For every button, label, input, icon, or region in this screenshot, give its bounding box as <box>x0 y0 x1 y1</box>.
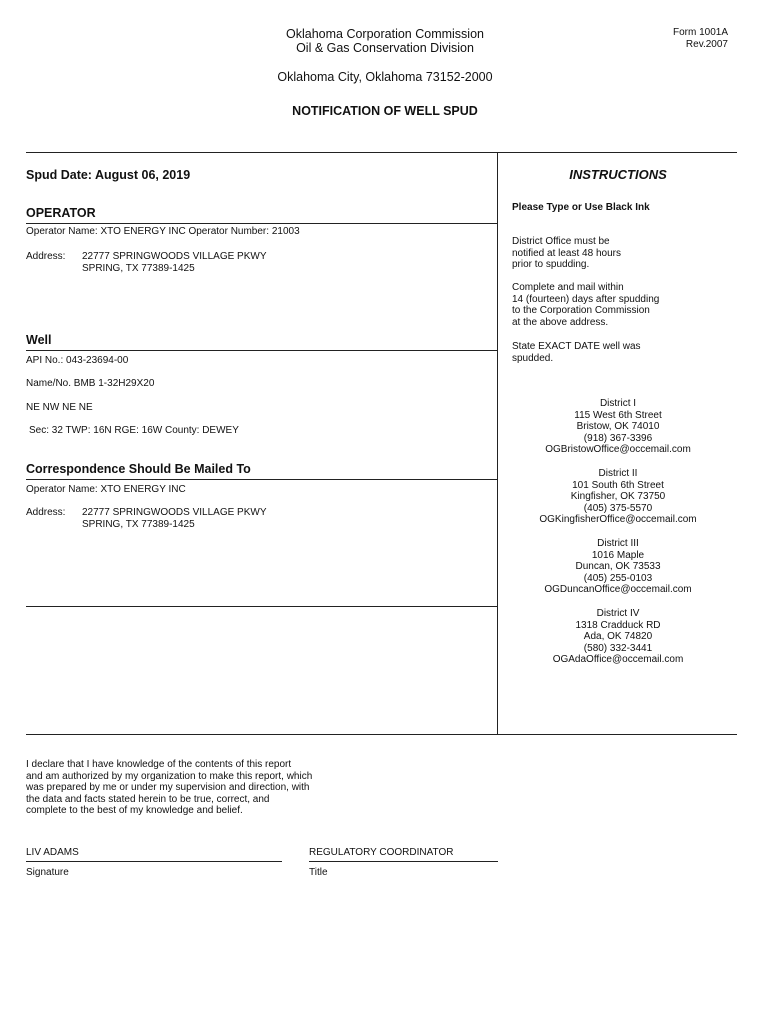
declaration-line: the data and facts stated herein to be true, correct, and <box>26 793 270 805</box>
well-heading: Well <box>26 333 52 347</box>
operator-address-label: Address: <box>26 251 66 262</box>
district-name: District I <box>599 398 637 409</box>
api-number: API No.: 043-23694-00 <box>26 355 129 366</box>
instruction-line: 14 (fourteen) days after spudding <box>512 293 660 305</box>
bottom-rule <box>26 734 737 735</box>
declaration-line: complete to the best of my knowledge and belief. <box>26 805 243 817</box>
agency-name: Oklahoma Corporation Commission <box>286 27 484 41</box>
signature-line <box>26 861 282 862</box>
declaration-statement <box>26 759 312 817</box>
section-end-rule <box>26 606 497 607</box>
well-name-number: Name/No. BMB 1-32H29X20 <box>26 378 155 389</box>
correspondence-heading: Correspondence Should Be Mailed To <box>26 462 251 476</box>
title-line <box>309 861 498 862</box>
district-phone: (580) 332-3441 <box>583 642 653 654</box>
form-number: Form 1001A <box>672 27 728 38</box>
instruction-line: State EXACT DATE well was <box>512 341 641 352</box>
operator-name-line: Operator Name: XTO ENERGY INC Operator Number: 21003 <box>26 226 300 237</box>
form-title: NOTIFICATION OF WELL SPUD <box>292 104 478 118</box>
division-name: Oil & Gas Conservation Division <box>296 41 474 55</box>
district-1-block <box>498 398 738 456</box>
top-rule <box>26 152 737 153</box>
instruction-notify <box>512 236 712 271</box>
form-id <box>673 27 728 51</box>
district-phone: (405) 375-5570 <box>583 502 653 514</box>
form-revision: Rev.2007 <box>685 39 728 50</box>
operator-rule <box>26 223 497 224</box>
district-city: Bristow, OK 74010 <box>576 421 660 433</box>
instruction-line: at the above address. <box>512 316 609 328</box>
district-street: 101 South 6th Street <box>572 479 664 491</box>
district-name: District II <box>598 468 638 479</box>
spud-date: Spud Date: August 06, 2019 <box>26 168 191 182</box>
district-phone: (405) 255-0103 <box>583 572 653 584</box>
correspondence-address-line1: 22777 SPRINGWOODS VILLAGE PKWY <box>82 507 267 518</box>
district-city: Ada, OK 74820 <box>583 631 653 643</box>
correspondence-rule <box>26 479 497 480</box>
well-location: Sec: 32 TWP: 16N RGE: 16W County: DEWEY <box>29 425 239 436</box>
district-street: 1016 Maple <box>591 549 645 561</box>
district-email: OGKingfisherOffice@occemail.com <box>539 514 697 526</box>
district-street: 115 West 6th Street <box>574 409 662 421</box>
instruction-line: spudded. <box>512 352 554 364</box>
correspondence-address-label: Address: <box>26 507 66 518</box>
district-name: District III <box>597 538 639 549</box>
declaration-line: was prepared by me or under my supervision and direction, with <box>26 782 310 794</box>
operator-address-line2: SPRING, TX 77389-1425 <box>82 263 195 274</box>
district-phone: (918) 367-3396 <box>583 432 653 444</box>
district-3-block <box>498 538 738 596</box>
instruction-mail <box>512 282 712 328</box>
district-name: District IV <box>596 608 640 619</box>
instruction-line: to the Corporation Commission <box>512 305 650 317</box>
correspondence-address-line2: SPRING, TX 77389-1425 <box>82 519 195 530</box>
district-2-block <box>498 468 738 526</box>
well-rule <box>26 350 497 351</box>
ink-instruction: Please Type or Use Black Ink <box>512 202 650 213</box>
district-email: OGAdaOffice@occemail.com <box>552 654 684 666</box>
district-street: 1318 Cradduck RD <box>575 619 661 631</box>
district-4-block <box>498 608 738 666</box>
operator-address-line1: 22777 SPRINGWOODS VILLAGE PKWY <box>82 251 267 262</box>
correspondence-name-line: Operator Name: XTO ENERGY INC <box>26 484 186 495</box>
instruction-line: notified at least 48 hours <box>512 247 621 259</box>
district-email: OGBristowOffice@occemail.com <box>545 444 691 456</box>
district-city: Duncan, OK 73533 <box>575 561 661 573</box>
well-quarters: NE NW NE NE <box>26 402 93 413</box>
district-email: OGDuncanOffice@occemail.com <box>544 584 692 596</box>
agency-city: Oklahoma City, Oklahoma 73152-2000 <box>277 70 493 84</box>
declaration-line: I declare that I have knowledge of the contents of this report <box>26 759 292 770</box>
title-label: Title <box>309 867 328 878</box>
signature-name: LIV ADAMS <box>26 847 79 858</box>
instruction-date <box>512 341 712 364</box>
operator-heading: OPERATOR <box>26 206 96 220</box>
declaration-line: and am authorized by my organization to make this report, which <box>26 770 313 782</box>
instruction-line: District Office must be <box>512 236 610 247</box>
signature-label: Signature <box>26 867 69 878</box>
instruction-line: Complete and mail within <box>512 282 624 293</box>
district-city: Kingfisher, OK 73750 <box>570 491 666 503</box>
instruction-line: prior to spudding. <box>512 259 590 271</box>
signer-title: REGULATORY COORDINATOR <box>309 847 454 858</box>
instructions-heading: INSTRUCTIONS <box>569 167 667 182</box>
